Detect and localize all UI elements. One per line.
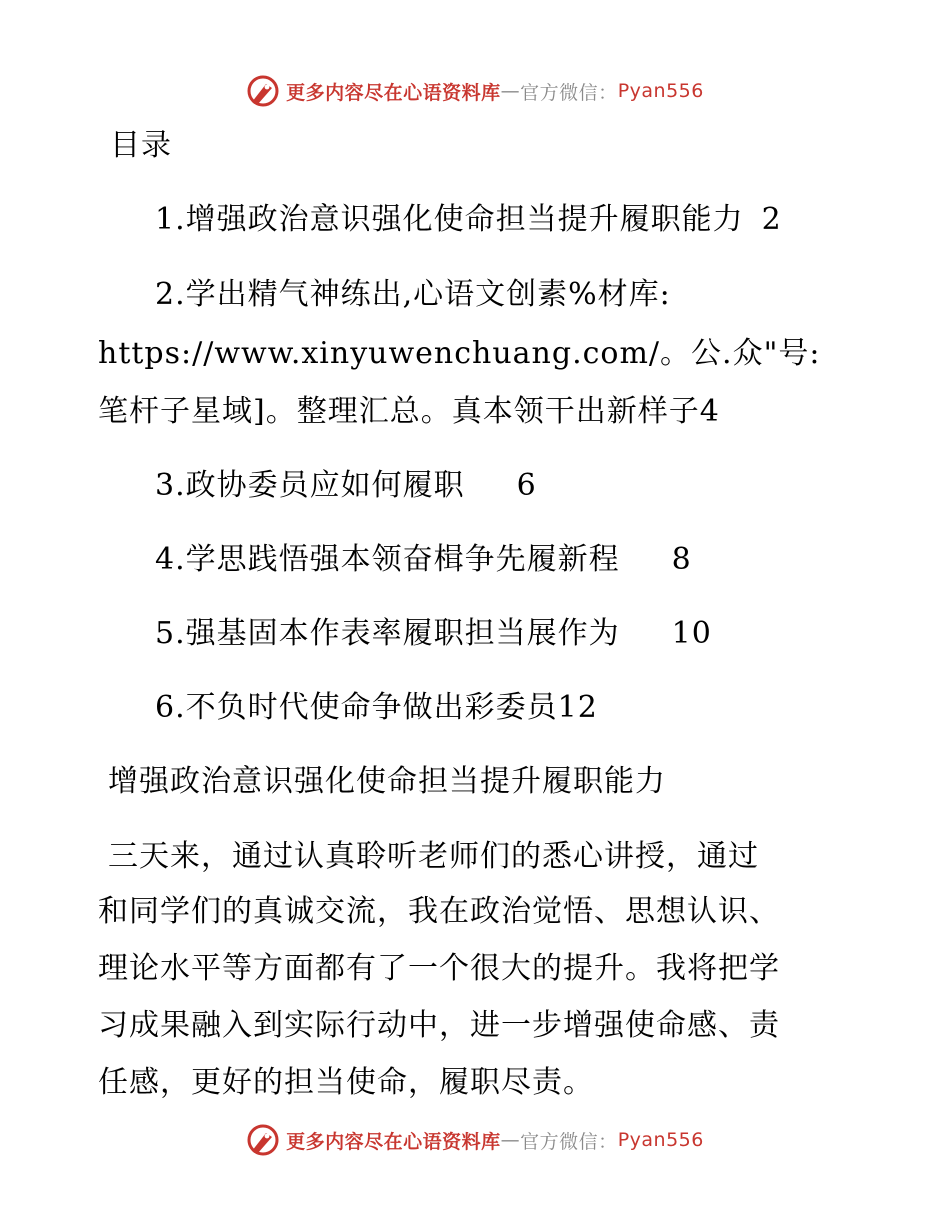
- article-line-2: 和同学们的真诚交流，我在政治觉悟、思想认识、: [98, 894, 780, 929]
- toc-item-page: 12: [557, 690, 598, 725]
- toc-item-text: 学思践悟强本领奋楫争先履新程: [185, 542, 620, 577]
- banner-prefix: 更多内容尽在心语资料库: [286, 81, 501, 104]
- toc-item-text: 政协委员应如何履职: [185, 468, 465, 503]
- toc-item-5: [155, 614, 712, 654]
- banner-brand: Pyan556: [617, 1129, 704, 1151]
- toc-item-2-line-3: 笔杆子星域]。整理汇总。真本领干出新样子4: [98, 394, 720, 429]
- toc-item-page: 6: [516, 468, 537, 503]
- toc-item-number: 4.: [155, 542, 186, 577]
- toc-item-2: [155, 275, 671, 315]
- toc-item-number: 3.: [155, 468, 186, 503]
- toc-item-text: 强基固本作表率履职担当展作为: [185, 616, 620, 651]
- pen-nib-logo-icon: [246, 1123, 280, 1157]
- banner-middle: 官方微信：: [520, 81, 618, 104]
- article-line-4: 习成果融入到实际行动中，进一步增强使命感、责: [98, 1008, 780, 1043]
- toc-item-number: 1.: [155, 202, 186, 237]
- toc-item-text: 学出精气神练出,心语文创素%材库:: [185, 277, 671, 312]
- toc-title: 目录: [110, 128, 172, 163]
- toc-item-number: 2.: [155, 277, 186, 312]
- banner-dash: —: [500, 1129, 521, 1151]
- banner-dash: —: [500, 80, 521, 102]
- toc-item-1: [155, 200, 782, 240]
- article-line-1: 三天来，通过认真聆听老师们的悉心讲授，通过: [108, 839, 759, 874]
- article-heading: 增强政治意识强化使命担当提升履职能力: [108, 764, 666, 799]
- toc-item-3: [155, 466, 537, 506]
- toc-item-text: 不负时代使命争做出彩委员: [185, 690, 558, 725]
- banner-middle: 官方微信：: [520, 1130, 618, 1153]
- pen-nib-logo-icon: [246, 74, 280, 108]
- toc-item-2-line-2: https://www.xinyuwenchuang.com/。公.众"号:: [98, 336, 821, 371]
- header-banner: [0, 71, 950, 111]
- article-line-5: 任感，更好的担当使命，履职尽责。: [98, 1065, 594, 1100]
- toc-item-page: 2: [761, 202, 782, 237]
- toc-item-4: [155, 540, 692, 580]
- banner-prefix: 更多内容尽在心语资料库: [286, 1130, 501, 1153]
- toc-item-page: 10: [671, 616, 712, 651]
- toc-item-6: [155, 688, 598, 728]
- banner-brand: Pyan556: [617, 80, 704, 102]
- toc-item-text: 增强政治意识强化使命担当提升履职能力: [185, 202, 744, 237]
- toc-item-number: 6.: [155, 690, 186, 725]
- article-line-3: 理论水平等方面都有了一个很大的提升。我将把学: [98, 951, 780, 986]
- toc-item-number: 5.: [155, 616, 186, 651]
- toc-item-page: 8: [671, 542, 692, 577]
- footer-banner: [0, 1120, 950, 1160]
